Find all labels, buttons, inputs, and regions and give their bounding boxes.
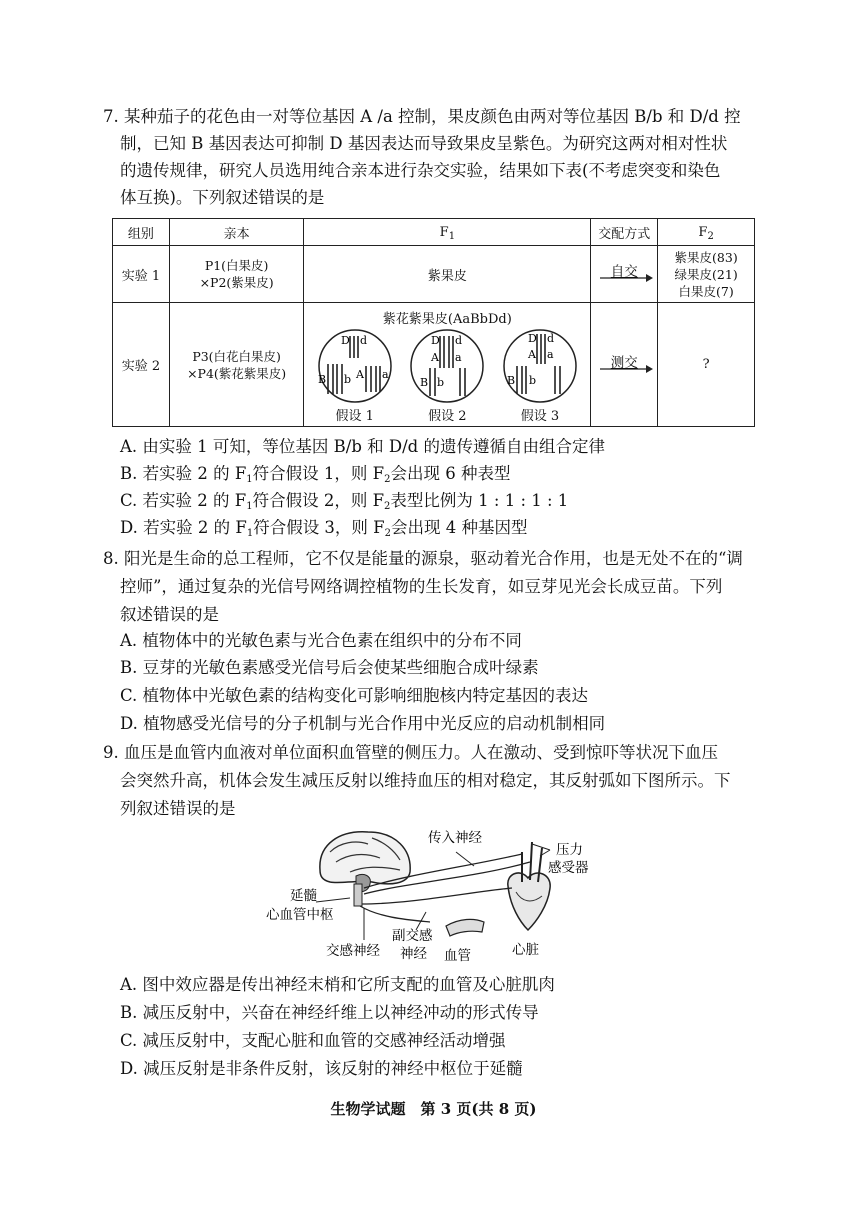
- q7-option-c: C. 若实验 2 的 $F_1$符合假设 2，则 $F_2$表型比例为 1 : 1 : 1 : 1: [120, 491, 569, 512]
- svg-text:交感神经: 交感神经: [326, 943, 380, 959]
- svg-text:D: D: [340, 333, 350, 347]
- svg-text:d: d: [359, 333, 367, 347]
- svg-text:传入神经: 传入神经: [428, 830, 482, 846]
- exp2-group: 实验 2: [113, 303, 170, 427]
- svg-text:a: a: [455, 350, 462, 364]
- svg-text:B: B: [317, 372, 326, 386]
- svg-text:B: B: [506, 373, 516, 387]
- q8-stem-line-1: 8. 阳光是生命的总工程师，它不仅是能量的源泉，驱动着光合作用，也是无处不在的“调: [103, 549, 743, 568]
- table-row-exp2: [113, 303, 755, 427]
- q8-option-c: C. 植物体中光敏色素的结构变化可影响细胞核内特定基因的表达: [120, 686, 589, 705]
- header-group: 组别: [113, 219, 170, 246]
- svg-text:神经: 神经: [400, 946, 427, 962]
- exp2-mating: 测交: [591, 303, 658, 427]
- exp2-f2: ?: [658, 303, 755, 427]
- hypothesis-2-diagram: [406, 328, 488, 424]
- q9-stem-line-3: 列叙述错误的是: [120, 799, 236, 818]
- svg-text:A: A: [431, 350, 440, 364]
- svg-text:D: D: [431, 333, 441, 347]
- hypothesis-1-diagram: [314, 328, 396, 424]
- svg-text:感受器: 感受器: [548, 860, 589, 876]
- svg-text:心脏: 心脏: [512, 942, 539, 958]
- q8-option-b: B. 豆芽的光敏色素感受光信号后会使某些细胞合成叶绿素: [120, 658, 539, 677]
- header-f2: $F_2$: [658, 219, 755, 246]
- exp2-f1-title: 紫花紫果皮(AaBbDd): [382, 311, 512, 327]
- q7-option-b: B. 若实验 2 的 $F_1$符合假设 1，则 $F_2$会出现 6 种表型: [120, 464, 511, 485]
- brain-icon: [320, 832, 410, 906]
- q8-option-a: A. 植物体中的光敏色素与光合色素在组织中的分布不同: [120, 631, 522, 650]
- q7-experiment-table: [112, 218, 755, 427]
- svg-text:B: B: [420, 375, 429, 389]
- q7-stem-line-2: 制，已知 B 基因表达可抑制 D 基因表达而导致果皮呈紫色。为研究这两对相对性状: [120, 134, 728, 153]
- svg-text:心血管中枢: 心血管中枢: [266, 907, 334, 923]
- svg-text:A: A: [527, 347, 536, 361]
- svg-text:a: a: [381, 367, 389, 381]
- hypothesis-3-caption: 假设 3: [520, 408, 560, 424]
- exp1-group: 实验 1: [113, 246, 170, 303]
- svg-text:压力: 压力: [556, 842, 583, 858]
- header-parents: 亲本: [169, 219, 304, 246]
- q7-stem-line-4: 体互换)。下列叙述错误的是: [120, 188, 325, 207]
- reflex-arc-diagram: [260, 822, 620, 968]
- sympathetic-nerve-line: [360, 906, 430, 922]
- svg-text:b: b: [528, 373, 536, 387]
- exp2-f1: [304, 303, 591, 427]
- svg-text:d: d: [546, 331, 554, 345]
- q9-option-c: C. 减压反射中，支配心脏和血管的交感神经活动增强: [120, 1031, 506, 1050]
- table-header-row: [113, 219, 755, 246]
- svg-text:血管: 血管: [444, 948, 471, 964]
- blood-vessel-icon: [446, 919, 484, 936]
- q8-option-d: D. 植物感受光信号的分子机制与光合作用中光反应的启动机制相同: [120, 714, 606, 733]
- parasympathetic-nerve-line: [362, 888, 512, 904]
- svg-text:b: b: [437, 375, 445, 389]
- q9-stem-line-1: 9. 血压是血管内血液对单位面积血管壁的侧压力。人在激动、受到惊吓等状况下血压: [103, 743, 718, 762]
- exp1-f1: 紫果皮: [304, 246, 591, 303]
- table-row-exp1: [113, 246, 755, 303]
- q7-stem-line-3: 的遗传规律，研究人员选用纯合亲本进行杂交实验，结果如下表(不考虑突变和染色: [120, 161, 721, 180]
- q9-option-b: B. 减压反射中，兴奋在神经纤维上以神经冲动的形式传导: [120, 1003, 539, 1022]
- exp2-parents: P3(白花白果皮) ×P4(紫花紫果皮): [169, 303, 304, 427]
- q7-option-d: D. 若实验 2 的 $F_1$符合假设 3，则 $F_2$会出现 4 种基因型: [120, 518, 528, 539]
- hypothesis-2-caption: 假设 2: [428, 408, 467, 424]
- q9-stem-line-2: 会突然升高，机体会发生减压反射以维持血压的相对稳定，其反射弧如下图所示。下: [120, 771, 731, 790]
- hypothesis-1-caption: 假设 1: [335, 408, 374, 424]
- exp1-parents: P1(白果皮) ×P2(紫果皮): [169, 246, 304, 303]
- q8-stem-line-2: 控师”，通过复杂的光信号网络调控植物的生长发育，如豆芽见光会长成豆苗。下列: [120, 577, 723, 596]
- exp1-mating: 自交: [591, 246, 658, 303]
- svg-text:b: b: [343, 372, 351, 386]
- svg-text:副交感: 副交感: [392, 928, 433, 944]
- svg-text:延髓: 延髓: [290, 888, 317, 904]
- svg-text:a: a: [546, 347, 554, 361]
- q7-option-a: A. 由实验 1 可知，等位基因 B/b 和 D/d 的遗传遵循自由组合定律: [120, 437, 605, 456]
- exp1-f2: 紫果皮(83) 绿果皮(21) 白果皮(7): [658, 246, 755, 303]
- q9-option-d: D. 减压反射是非条件反射，该反射的神经中枢位于延髓: [120, 1059, 523, 1078]
- svg-text:D: D: [527, 331, 537, 345]
- q7-stem-line-1: 7. 某种茄子的花色由一对等位基因 A /a 控制，果皮颜色由两对等位基因 B/b 和 D/d 控: [103, 107, 741, 126]
- page-footer: 生物学试题 第 3 页(共 8 页): [330, 1100, 537, 1118]
- header-mating: 交配方式: [591, 219, 658, 246]
- header-f1: $F_1$: [304, 219, 591, 246]
- svg-text:A: A: [355, 367, 364, 381]
- q8-stem-line-3: 叙述错误的是: [120, 605, 219, 624]
- hypothesis-3-diagram: [499, 328, 581, 424]
- svg-text:d: d: [455, 333, 463, 347]
- q9-option-a: A. 图中效应器是传出神经末梢和它所支配的血管及心脏肌肉: [120, 975, 555, 994]
